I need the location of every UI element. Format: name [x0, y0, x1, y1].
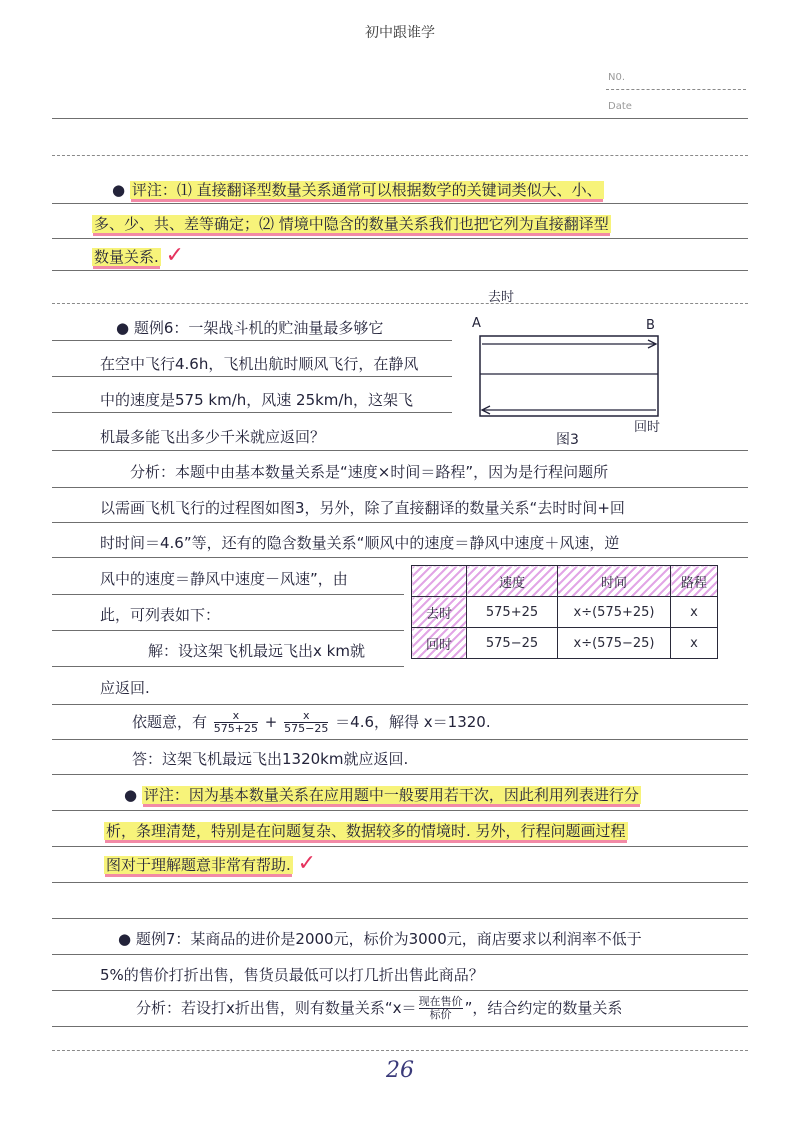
figure3-return-label: 回时 [634, 420, 661, 435]
table-cell: x÷(575+25) [558, 597, 671, 628]
notebook-rule [52, 918, 748, 919]
solution6-line1: 解：设这架飞机最远飞出x km就 [148, 642, 365, 660]
figure3-diagram [462, 288, 682, 448]
note1-line1: ● 评注：⑴ 直接翻译型数量关系通常可以根据数学的关键词类似大、小、 [112, 181, 602, 199]
notebook-rule [52, 810, 748, 811]
example6-line4: 机最多能飞出多少千米就应返回？ [100, 428, 326, 446]
example7-line1: ● 题例7：某商品的进价是2000元，标价为3000元，商店要求以利润率不低于 [118, 930, 642, 948]
check-icon: ✓ [297, 851, 316, 876]
note2-line2: 析，条理清楚，特别是在问题复杂、数据较多的情境时. 另外，行程问题画过程 [106, 822, 626, 840]
analysis6-line2: 以需画飞机飞行的过程图如图3，另外，除了直接翻译的数量关系“去时时间+回 [100, 499, 625, 517]
table-corner-cell [412, 566, 467, 597]
notebook-rule [52, 594, 404, 595]
table-header-row [412, 566, 718, 597]
table-row [412, 628, 718, 659]
notebook-rule [52, 522, 748, 523]
table-cell: 575−25 [467, 628, 558, 659]
notebook-rule [52, 118, 748, 119]
notebook-rule [52, 203, 748, 204]
table-header-time: 时间 [558, 566, 671, 597]
date-label: Date [608, 101, 632, 112]
no-label: N0. [608, 72, 626, 83]
notebook-rule [52, 774, 748, 775]
example6-line2: 在空中飞行4.6h，飞机出航时顺风飞行，在静风 [100, 355, 419, 373]
page-header-title: 初中跟谁学 [365, 25, 435, 41]
table-row-label: 去时 [412, 597, 467, 628]
figure3-frame [480, 336, 658, 416]
rate-time-distance-table [411, 565, 718, 659]
analysis6-line4: 风中的速度＝静风中速度－风速”，由 [100, 570, 348, 588]
figure3-a-label: A [472, 316, 481, 331]
table-cell: x÷(575−25) [558, 628, 671, 659]
equation-fraction: $\frac{x}{575+25}$ [213, 709, 259, 735]
notebook-rule [52, 990, 748, 991]
notebook-rule [52, 238, 748, 239]
note2-line1: ● 评注：因为基本数量关系在应用题中一般要用若干次，因此利用列表进行分 [124, 786, 639, 804]
notebook-rule [52, 1026, 748, 1027]
notebook-rule [52, 882, 748, 883]
analysis6-line3: 时时间＝4.6”等，还有的隐含数量关系“顺风中的速度＝静风中速度＋风速，逆 [100, 534, 620, 552]
table-row-label: 回时 [412, 628, 467, 659]
example6-line3: 中的速度是575 km/h，风速 25km/h，这架飞 [100, 391, 413, 409]
note1-line2: 多、少、共、差等确定；⑵ 情境中隐含的数量关系我们也把它列为直接翻译型 [94, 215, 609, 233]
notebook-rule [52, 376, 452, 377]
notebook-rule [52, 412, 452, 413]
notebook-rule [52, 1050, 748, 1051]
notebook-rule [52, 487, 748, 488]
notebook-rule [52, 954, 748, 955]
equation-fraction: $\frac{x}{575-25}$ [284, 709, 329, 735]
figure3-b-label: B [646, 318, 655, 333]
notebook-rule [52, 557, 748, 558]
notebook-rule [52, 630, 404, 631]
no-line [606, 89, 746, 90]
table-cell: x [671, 628, 718, 659]
solution6-equation: 依题意，有 $\frac{x}{575+25}$ + $\frac{x}{575-25}$ ＝4.6，解得 x＝1320. [132, 709, 491, 735]
notebook-rule [52, 846, 748, 847]
solution6-line2: 应返回. [100, 679, 150, 697]
example7-analysis: 分析：若设打x折出售，则有数量关系“x＝ $\frac{\text{现在售价}}{\text{标价}}$ ”，结合约定的数量关系 [136, 995, 623, 1021]
table-cell: x [671, 597, 718, 628]
analysis-fraction: $\frac{\text{现在售价}}{\text{标价}}$ [418, 995, 463, 1021]
figure3-go-label: 去时 [488, 290, 515, 305]
notebook-rule [52, 666, 404, 667]
notebook-rule [52, 270, 748, 271]
check-icon: ✓ [165, 243, 184, 268]
table-header-distance: 路程 [671, 566, 718, 597]
solution6-answer: 答：这架飞机最远飞出1320km就应返回. [132, 750, 409, 768]
analysis6-line5: 此，可列表如下： [100, 606, 221, 624]
notebook-rule [52, 704, 748, 705]
notebook-rule [52, 340, 452, 341]
example6-line1: ● 题例6：一架战斗机的贮油量最多够它 [116, 319, 384, 337]
example7-line2: 5%的售价打折出售，售货员最低可以打几折出售此商品？ [100, 966, 484, 984]
notebook-rule [52, 450, 748, 451]
notebook-rule [52, 155, 748, 156]
note1-line3: 数量关系. ✓ [94, 243, 184, 268]
figure3-caption: 图3 [556, 432, 579, 448]
table-header-speed: 速度 [467, 566, 558, 597]
analysis6-line1: 分析：本题中由基本数量关系是“速度×时间＝路程”，因为是行程问题所 [130, 463, 609, 481]
page-number: 26 [386, 1058, 414, 1083]
note2-line3: 图对于理解题意非常有帮助. ✓ [106, 851, 316, 876]
table-row [412, 597, 718, 628]
notebook-rule [52, 739, 748, 740]
table-cell: 575+25 [467, 597, 558, 628]
